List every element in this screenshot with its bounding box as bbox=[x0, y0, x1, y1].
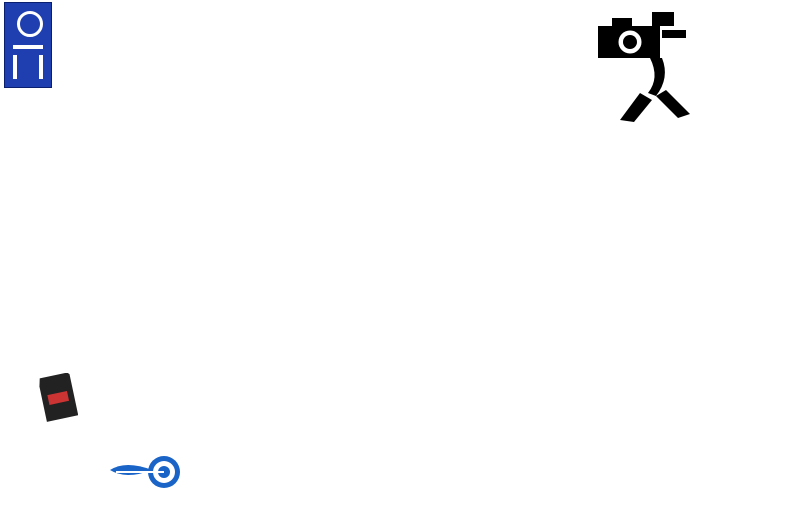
column-headers bbox=[0, 0, 560, 140]
target-icon bbox=[106, 450, 186, 494]
photographer-clipart bbox=[590, 8, 700, 128]
sd-card-icon bbox=[38, 373, 78, 423]
